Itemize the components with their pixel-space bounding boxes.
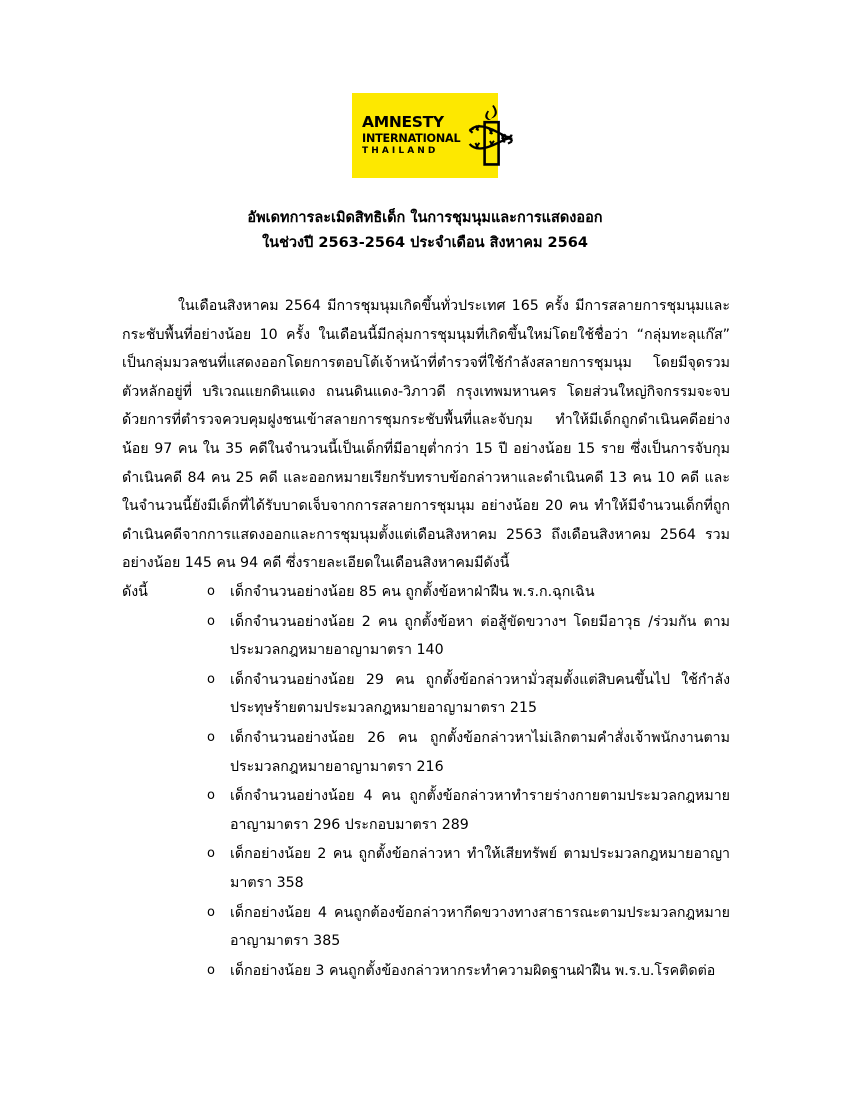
list-item [122, 899, 730, 956]
list-item-label: เด็กจำนวนอย่างน้อย 29 คน ถูกตั้งข้อกล่าวหามั่วสุมตั้งแต่สิบคนขึ้นไป ใช้กำลังประทุษร้ายตามประมวลกฎหมายอาญามาตรา 215 [230, 671, 730, 717]
document-title [0, 206, 850, 256]
body-section [122, 292, 730, 607]
list-item-label: เด็กอย่างน้อย 3 คนถูกตั้งข้องกล่าวหากระทำความผิดฐานฝ่าฝืน พ.ร.บ.โรคติดต่อ [230, 962, 716, 979]
bullet-marker-icon: o [207, 962, 215, 978]
bullet-marker-icon: o [207, 613, 215, 629]
list-item [122, 724, 730, 781]
list-item-label: เด็กจำนวนอย่างน้อย 4 คน ถูกตั้งข้อกล่าวหาทำรายร่างกายตามประมวลกฎหมายอาญามาตรา 296 ประกอบมาตรา 289 [230, 788, 730, 833]
logo-text-thailand: THAILAND [362, 145, 439, 156]
intro-paragraph [122, 292, 730, 607]
bullet-marker-icon: o [207, 729, 215, 745]
list-item [122, 608, 730, 665]
intro-paragraph-text: ในเดือนสิงหาคม 2564 มีการชุมนุมเกิดขึ้นทั่วประเทศ 165 ครั้ง มีการสลายการชุมนุมและกระชับพื้นที่อย่างน้อย 10 ครั้ง ในเดือนนี้มีกลุ่มการชุมนุมที่เกิดขึ้นใหม่โดยใช้ชื่อว่า “กลุ่มทะลุแก๊ส” เป็นกลุ่มมวลชนที่แสดงออกโดยการตอบโต้เจ้าหน้าที่ตำรวจที่ใช้กำลังสลายการชุมนุม โดยมีจุดรวมตัวหลักอยู่ที่ บริเวณแยกดินแดง ถนนดินแดง-วิภาวดี กรุงเทพมหานคร โดยส่วนใหญ่กิจกรรมจะจบด้วยการที่ตำรวจควบคุมฝูงชนเข้าสลายการชุมกระชับพื้นที่และจับกุม ทำให้มีเด็กถูกดำเนินคดีอย่างน้อย 97 คน ใน 35 คดีในจำนวนนี้เป็นเด็กที่มีอายุต่ำกว่า 15 ปี อย่างน้อย 15 ราย ซึ่งเป็นการจับกุมดำเนินคดี 84 คน 25 คดี และออกหมายเรียกรับทราบข้อกล่าวหาและดำเนินคดี 13 คน 10 คดี และในจำนวนนี้ยังมีเด็กที่ได้รับบาดเจ็บจากการสลายการชุมนุม อย่างน้อย 20 คน ทำให้มีจำนวนเด็กที่ถูกดำเนินคดีจากการแสดงออกและการชุมนุมตั้งแต่เดือนสิงหาคม 2563 ถึงเดือนสิงหาคม 2564 รวมอย่างน้อย 145 คน 94 คดี ซึ่งรายละเอียดในเดือนสิงหาคมมีดังนี้ [122, 298, 730, 572]
list-item-label: เด็กจำนวนอย่างน้อย 85 คน ถูกตั้งข้อหาฝ่าฝืน พ.ร.ก.ฉุกเฉิน [230, 584, 595, 600]
logo-text-amnesty: AMNESTY [362, 113, 444, 132]
title-line-2: ในช่วงปี 2563-2564 ประจำเดือน สิงหาคม 2564 [262, 235, 588, 251]
bullet-marker-icon: o [207, 846, 215, 862]
list-item-label: เด็กจำนวนอย่างน้อย 26 คน ถูกตั้งข้อกล่าวหาไม่เลิกตามคำสั่งเจ้าพนักงานตามประมวลกฎหมายอาญามาตรา 216 [230, 729, 730, 775]
bullet-marker-icon: o [207, 584, 215, 599]
amnesty-logo [352, 93, 498, 178]
list-item [122, 782, 730, 839]
logo-wordmark [362, 115, 460, 156]
logo-text-international: INTERNATIONAL [362, 131, 461, 145]
charges-list [122, 578, 730, 986]
bullet-marker-icon: o [207, 671, 215, 687]
list-item-label: เด็กอย่างน้อย 4 คนถูกต้องข้อกล่าวหากีดขวางทางสาธารณะตามประมวลกฎหมายอาญามาตรา 385 [230, 904, 730, 950]
bullet-marker-icon: o [207, 788, 215, 804]
intro-paragraph-tail: ดังนี้ [122, 583, 148, 600]
candle-barbed-wire-icon [467, 103, 513, 169]
list-item [122, 840, 730, 897]
list-item-label: เด็กจำนวนอย่างน้อย 2 คน ถูกตั้งข้อหา ต่อสู้ขัดขวางฯ โดยมีอาวุธ /ร่วมกัน ตามประมวลกฎหมายอาญามาตรา 140 [230, 613, 730, 659]
list-item [122, 957, 730, 986]
list-item-label: เด็กอย่างน้อย 2 คน ถูกตั้งข้อกล่าวหา ทำให้เสียทรัพย์ ตามประมวลกฎหมายอาญามาตรา 358 [230, 846, 730, 891]
list-item [122, 666, 730, 723]
title-line-1: อัพเดทการละเมิดสิทธิเด็ก ในการชุมนุมและการแสดงออก [247, 210, 603, 226]
list-item [122, 578, 730, 607]
bullet-marker-icon: o [207, 904, 215, 920]
